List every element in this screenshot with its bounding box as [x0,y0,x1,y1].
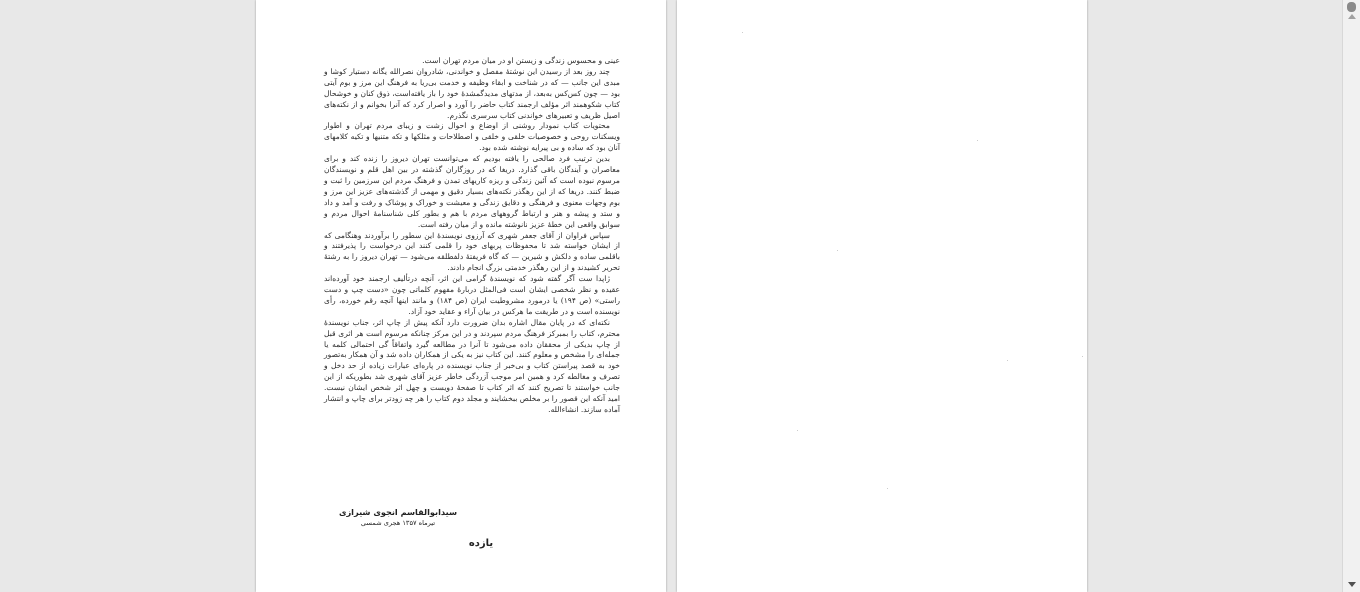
paragraph: عینی و محسوس زندگی و زیستن او در میان مردم تهران است. [422,56,620,65]
scan-speck [1007,360,1008,361]
signature-name: سیدابوالقاسم انجوی شیرازی [338,507,458,517]
scrollbar-thumb[interactable] [1347,2,1356,12]
paragraph: سپاس فراوان از آقای جعفر شهری که آرزوی نویسندهٔ این سطور را برآوردند وهنگامی که از ایشان خواسته شد تا محفوظات پربهای خود را قلمی کنند این درخواست را پذیرفتند و باقلمی ساده و دلکش و شیرین — که گاه فریفتهٔ دلفطلقه می‌شود — تهران دیروز را به رشتهٔ تحریر کشیدند و از این رهگذر خدمتی بزرگ انجام دادند. [324,230,620,273]
page-left [256,0,666,592]
page-right-blank [677,0,1087,592]
page-number: یازده [468,538,494,549]
paragraph: چند روز بعد از رسیدن این نوشتهٔ مفصل و خواندنی، شادروان نصرالله یگانه دستیار کوشا و مبدی این جانب — که در شناخت و ابقاء وظیفه و خدمت بی‌ریا به فرهنگ این مرز و بوم آیتی بود — چون کس‌کس به‌بعد، از مدتهای مدیدگمشدهٔ خود را باز یافته‌است، ذوق کنان و خوشحال کتاب شکوهمند اثر مؤلف ارجمند کتاب حاضر را آورد و اصرار کرد که آنرا بخوانم و از نکته‌های اصیل ظریف و تعبیرهای خواندنی کتاب سرسری نگذرم. [324,66,620,120]
signature-date: تیرماه ۱۳۵۷ هجری شمسی [360,519,436,527]
scroll-down-arrow-icon[interactable] [1348,582,1356,587]
page-text-block [324,56,620,416]
scan-speck [977,140,978,141]
paragraph: نکته‌ای که در پایان مقال اشاره بدان ضرورت دارد آنکه پیش از چاپ اثر، جناب نویسندهٔ محترم، کتاب را بمبرکز فرهنگ مردم سپردند و در این مرکز چنانکه مرسوم است هر اثری قبل از چاپ بدیکی از محققان داده می‌شود تا آنرا در مطالعه گیرد واتفاقاً گی احتمالی کلمه یا جمله‌ای را مشخص و معلوم کنند. این کتاب نیز به یکی از همکاران داده شد و آن همکار به‌تصور خود به قصد پیراستن کتاب و بی‌خبر از جناب نویسنده در پاره‌ای عبارات زیاده از حد دخل و تصرف و مغالطه کرد و همین امر موجب آزردگی خاطر عزیز آقای شهری شد بطوریکه از این جانب خواستند تا تصریح کنند که اثر کتاب تا صفحهٔ دویست و چهل اثر شخص ایشان نیست. امید آنکه این قصور را بر مخلص ببخشایند و مجلد دوم کتاب را هر چه زودتر برای چاپ و انتشار آماده سازند. انشاءالله. [324,317,620,414]
scan-speck [887,488,888,489]
paragraph: بدین ترتیب فرد صالحی را یافته بودیم که می‌توانست تهران دیروز را زنده کند و برای معاصران و آیندگان باقی گذارد. دریغا که در روزگاران گذشته در بین اهل قلم و نویسندگان مرسوم نبوده است که آئین زندگی و ریزه کاریهای تمدن و فرهنگ مردم این سرزمین را ثبت و ضبط کنند. دریغا که از این رهگذر نکته‌های بسیار دقیق و مهمی از گذشته‌های عزیز این مرز و بوم وجهات معنوی و فرهنگی و دقایق زندگی و معیشت و خوراک و پوشاک و رفت و آمد و داد و ستد و پیشه و هنر و ارتباط گروههای مردم با هم و بطور کلی شناسنامهٔ احوال مردم و سوابق واقعی این خطهٔ عزیز نانوشته مانده و از میان رفته است. [324,154,620,229]
signature-block [338,506,458,528]
vertical-scrollbar[interactable] [1342,0,1360,592]
paragraph: محتویات کتاب نمودار روشنی از اوضاع و احوال زشت و زیبای مردم تهران و اطوار ویسکنات روحی و خصوصیات خلقی و خلقی و اصطلاحات و مثلکها و تکه متنیها و تکیه کلامهای آنان بود که ساده و بی پیرایه نوشته شده بود. [324,121,620,153]
scan-speck [797,430,798,431]
scan-speck [837,250,838,251]
paragraph: ژاپدا ست آگر گفته شود که نویسندهٔ گرامی این اثر، آنچه درتألیف ارجمند خود آورده‌اند عقیده و نظر شخصی ایشان است فی‌المثل دربارهٔ مفهوم کلماتی چون «دست چپ و دست راستی» (ص ۱۹۴) یا درمورد مشروطیت ایران (ص ۱۸۴) و مانند اینها آنچه رقم خورده، رأی نویسنده است و در طریقت ما هرکس در بیان آراء و عقاید خود آزاد. [324,274,620,316]
scan-speck [1082,356,1083,357]
scan-speck [742,32,743,33]
scroll-up-arrow-icon[interactable] [1348,14,1356,19]
